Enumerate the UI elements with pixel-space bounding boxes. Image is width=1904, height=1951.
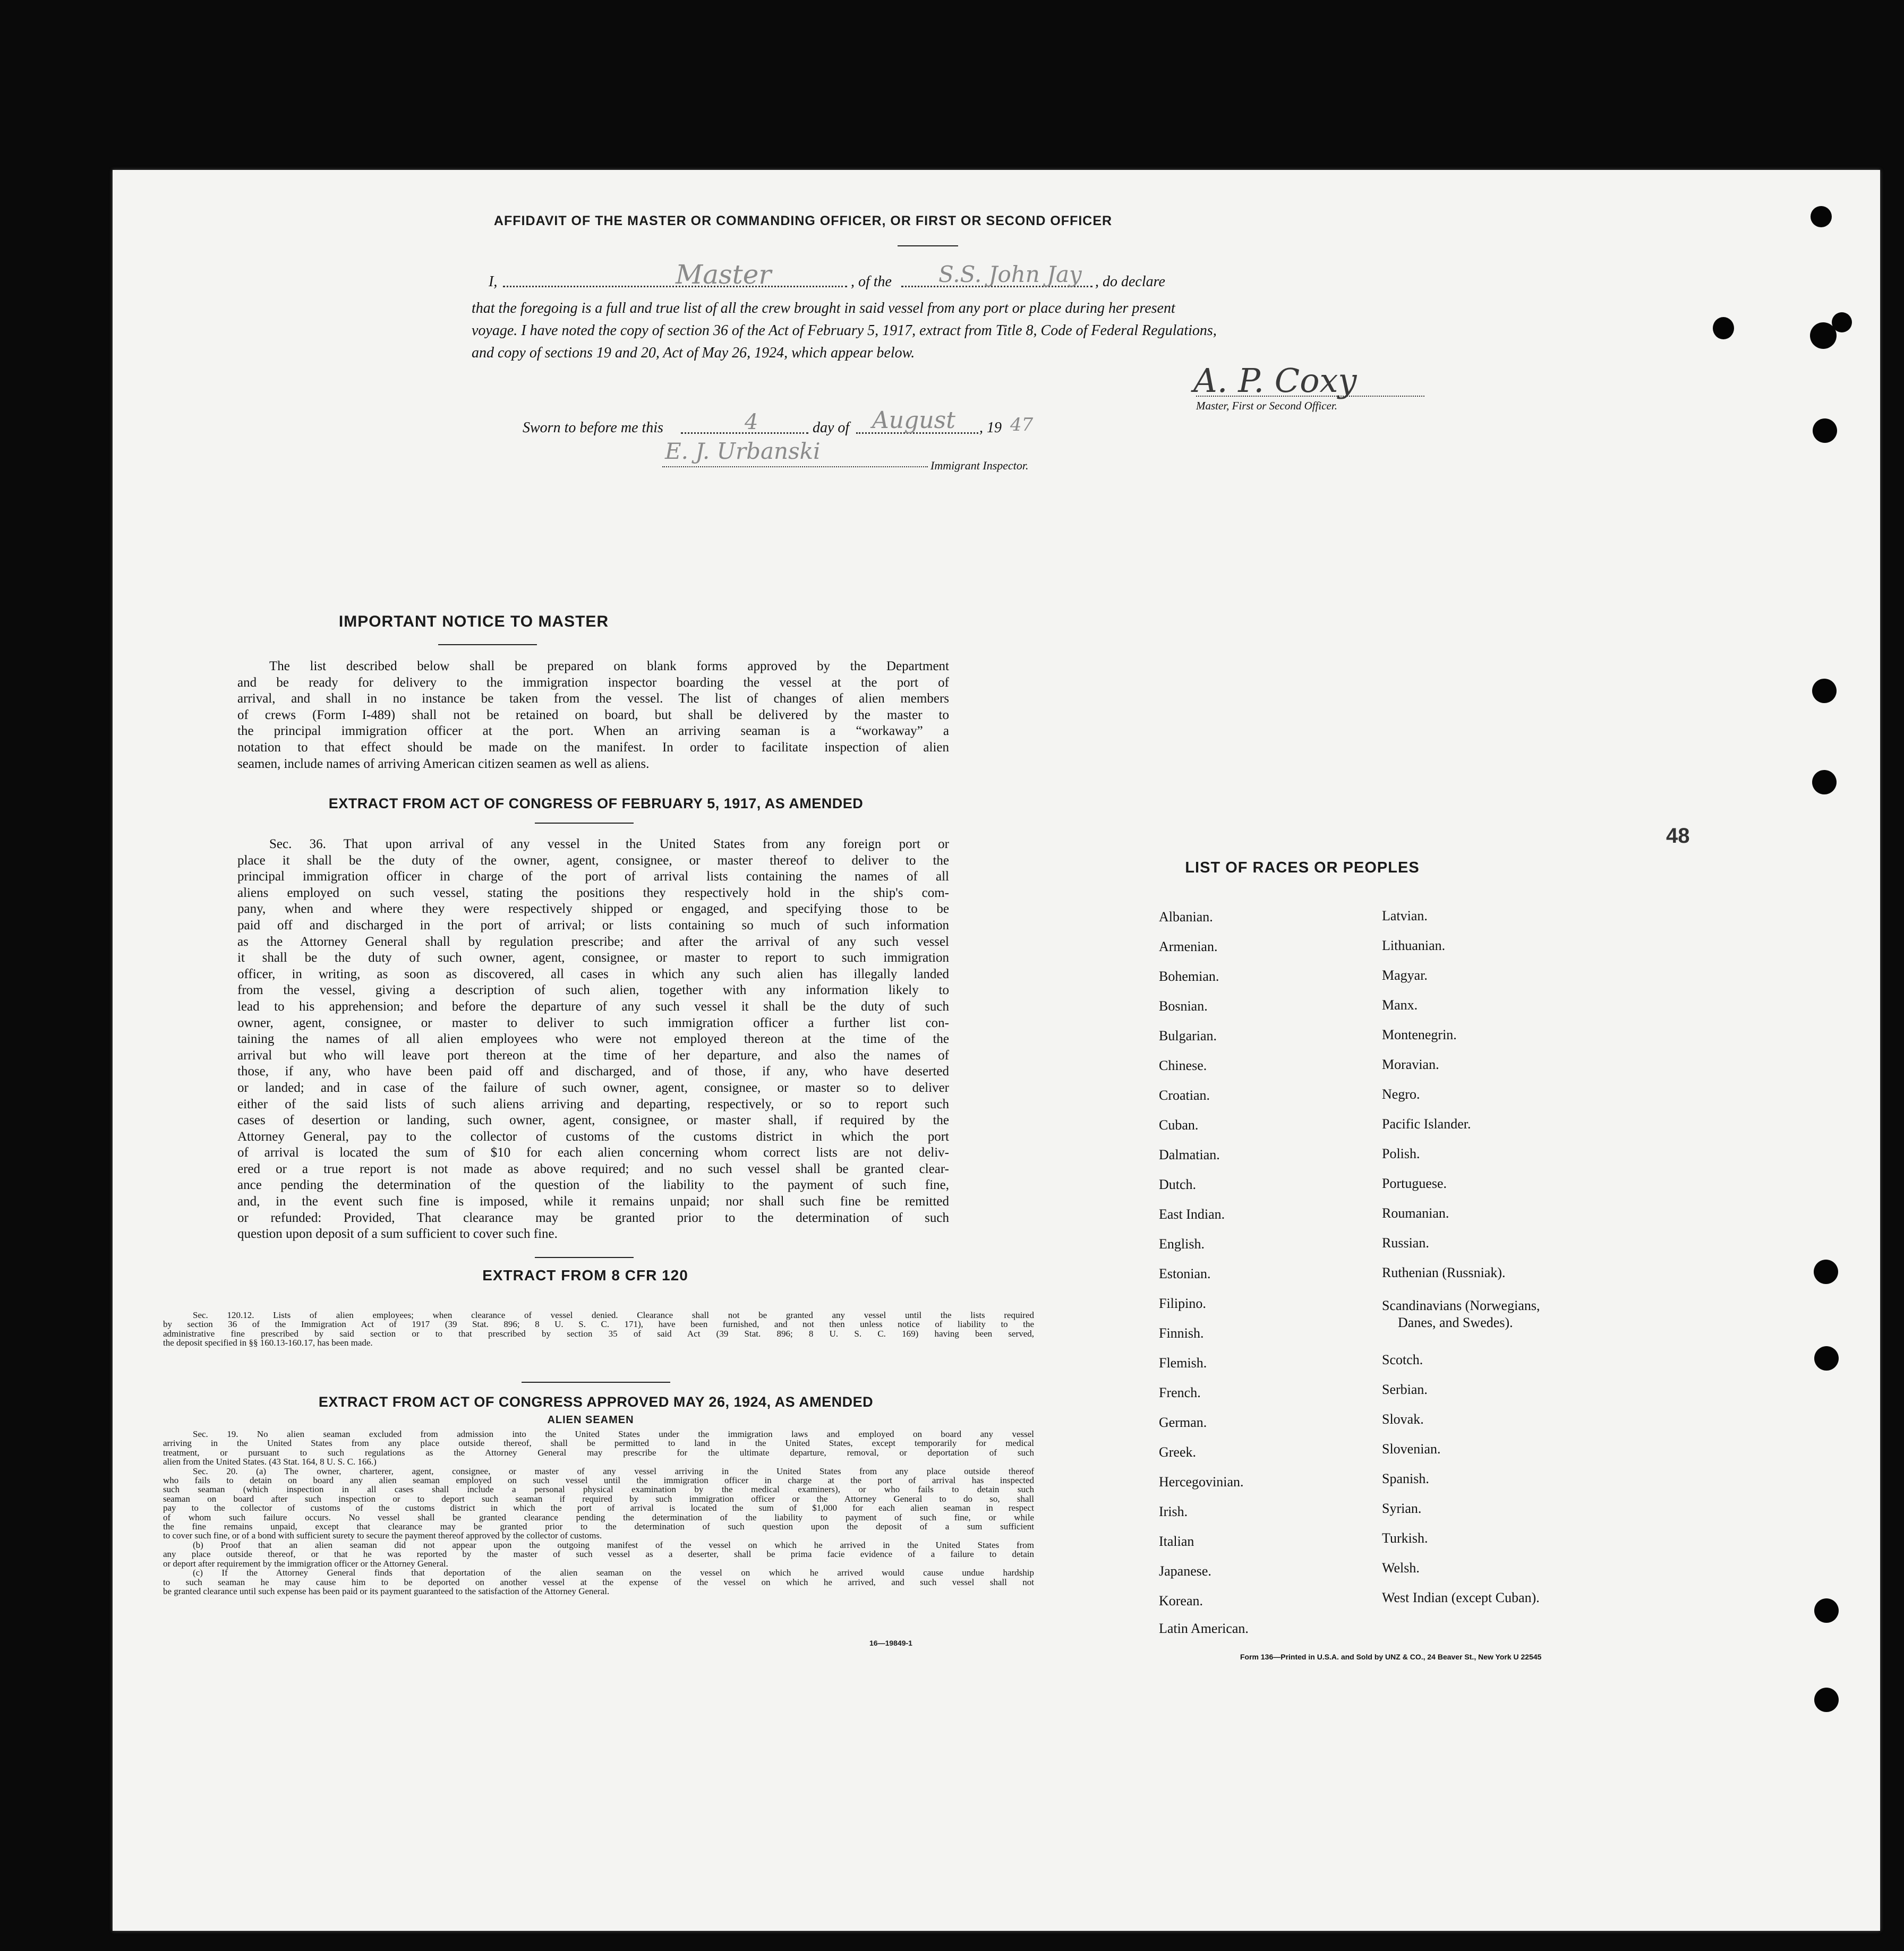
affidavit-body-line: voyage. I have noted the copy of section 36 of the Act of February 5, 1917, extract from Title 8, Code of Federal Regulations, <box>472 322 1217 339</box>
master-signature: A. P. Coxy <box>1193 361 1357 400</box>
race-item: Irish. <box>1159 1504 1188 1519</box>
race-item: Flemish. <box>1159 1355 1207 1371</box>
extract-1924-subtitle: ALIEN SEAMEN <box>547 1414 634 1426</box>
year-prefix: , 19 <box>979 420 1002 436</box>
punch-hole <box>1832 312 1852 332</box>
race-item: Bulgarian. <box>1159 1028 1217 1043</box>
race-item: Slovak. <box>1382 1411 1424 1427</box>
extract-1924-line: seaman on board after such inspection or to deport such seaman if required by such immigration officer or the Attorney General to do so, shall <box>163 1493 1034 1504</box>
extract-1924-line: (b) Proof that an alien seaman did not appear upon the outgoing manifest of the vessel on which he arrived in the United States from <box>193 1539 1034 1550</box>
race-item: Syrian. <box>1382 1501 1422 1516</box>
form-code: 16—19849-1 <box>869 1639 912 1647</box>
margin-mark: 48 <box>1666 824 1690 848</box>
inspector-line <box>662 466 928 467</box>
race-item: Russian. <box>1382 1235 1429 1251</box>
signature-line <box>1196 396 1424 397</box>
extract-1917-line: arrival but who will leave port thereon at the time of her departure, and also the names of <box>237 1048 949 1063</box>
race-item: Pacific Islander. <box>1382 1116 1471 1132</box>
race-item: Lithuanian. <box>1382 938 1446 953</box>
extract-1924-line: to such seaman he may cause him to be deported on another vessel at the expense of the vessel on which he arrived, and such vessel shall not <box>163 1577 1034 1587</box>
extract-1917-line: aliens employed on such vessel, stating the positions they respectively hold in the ship's com- <box>237 885 949 900</box>
notice-line: and be ready for delivery to the immigration inspector boarding the vessel at the port of <box>237 675 949 690</box>
extract-1917-text <box>237 836 949 1243</box>
race-item: German. <box>1159 1415 1207 1430</box>
race-item: Hercegovinian. <box>1159 1474 1244 1490</box>
extract-1917-line: Sec. 36. That upon arrival of any vessel in the United States from any foreign port or <box>269 837 949 851</box>
title-rule <box>898 245 958 246</box>
race-item: Magyar. <box>1382 968 1428 983</box>
race-item: Negro. <box>1382 1086 1420 1102</box>
extract-1917-line: ered or a true report is not made as above required; and no such vessel shall be granted clear- <box>237 1161 949 1176</box>
extract-1924-line: or deport after requirement by the immigration officer or the Attorney General. <box>163 1558 448 1569</box>
notice-line: the principal immigration officer at the port. When an arriving seaman is a “workaway” a <box>237 724 949 739</box>
inspector-signature: E. J. Urbanski <box>665 438 821 464</box>
race-item: West Indian (except Cuban). <box>1382 1590 1540 1605</box>
day-of-label: day of <box>813 420 850 436</box>
extract-1917-line: owner, agent, consignee, or master to deliver to such immigration officer a further list con- <box>237 1015 949 1030</box>
do-declare-label: , do declare <box>1095 273 1165 290</box>
handwritten-vessel: S.S. John Jay <box>938 261 1082 287</box>
extract-1924-line: Sec. 19. No alien seaman excluded from admission into the United States under the immigration laws and employed on board any vessel <box>193 1429 1034 1439</box>
race-item: Manx. <box>1382 997 1418 1013</box>
extract-1917-line: from the vessel, giving a description of such alien, together with any information likely to <box>237 983 949 998</box>
extract-1917-title: EXTRACT FROM ACT OF CONGRESS OF FEBRUARY 5, 1917, AS AMENDED <box>328 795 864 811</box>
affidavit-title: AFFIDAVIT OF THE MASTER OR COMMANDING OFFICER, OR FIRST OR SECOND OFFICER <box>493 213 1113 228</box>
extract-1924-line: such seaman (which inspection in all cases shall include a personal physical examination by the medical examiners), or who fails to detain such <box>163 1484 1034 1495</box>
race-item: Moravian. <box>1382 1057 1439 1072</box>
extract-1917-line: lead to his apprehension; and before the departure of any such vessel it shall be the duty of such <box>237 999 949 1014</box>
inspector-caption: Immigrant Inspector. <box>930 459 1029 472</box>
race-item: Dalmatian. <box>1159 1147 1220 1162</box>
extract-1924-line: arriving in the United States from any place outside thereof, shall be permitted to land in the United States, except temporarily for medical <box>163 1438 1034 1449</box>
extract-1917-line: those, if any, who have been paid off and discharged, and of those, if any, who have deserted <box>237 1064 949 1079</box>
cfr-line: Sec. 120.12. Lists of alien employees; when clearance of vessel denied. Clearance shall not be granted any vessel until the lists required <box>193 1310 1034 1320</box>
punch-hole <box>1811 206 1832 227</box>
extract-1917-line: question upon deposit of a sum sufficient to cover such fine. <box>237 1227 558 1242</box>
race-item: East Indian. <box>1159 1206 1225 1222</box>
extract-1917-line: or refunded: Provided, That clearance may be granted prior to the determination of such <box>237 1210 949 1225</box>
extract-1917-line: of arrival is located the sum of $10 for each alien concerning whom correct lists are not deliv- <box>237 1145 949 1160</box>
race-item: French. <box>1159 1385 1201 1400</box>
extract-1917-line: taining the names of all alien employees who were not employed thereon at the time of the <box>237 1032 949 1047</box>
race-item: Japanese. <box>1159 1563 1211 1579</box>
extract-1924-line: alien from the United States. (43 Stat. 164, 8 U. S. C. 166.) <box>163 1457 377 1467</box>
punch-hole <box>1813 418 1837 443</box>
extract-cfr-text <box>163 1311 1034 1348</box>
notice-line: of crews (Form I-489) shall not be retained on board, but shall be delivered by the master to <box>237 707 949 722</box>
extract-1924-rule <box>522 1382 670 1383</box>
race-item: Serbian. <box>1382 1382 1428 1397</box>
race-item: English. <box>1159 1236 1205 1252</box>
race-item: Turkish. <box>1382 1530 1428 1546</box>
race-item: Italian <box>1159 1534 1194 1549</box>
punch-hole <box>1814 1260 1838 1284</box>
notice-line: The list described below shall be prepared on blank forms approved by the Department <box>269 659 949 673</box>
race-item: Estonian. <box>1159 1266 1211 1281</box>
extract-1924-line: be granted clearance until such expense has been paid or its payment guaranteed to the satisfaction of the Attorney General. <box>163 1586 610 1596</box>
punch-hole <box>1812 679 1837 703</box>
race-item: Filipino. <box>1159 1296 1206 1311</box>
notice-title: IMPORTANT NOTICE TO MASTER <box>338 613 609 630</box>
race-item: Greek. <box>1159 1444 1197 1460</box>
race-item: Montenegrin. <box>1382 1027 1457 1042</box>
form-page <box>113 170 1880 1931</box>
extract-1924-text <box>163 1430 1034 1596</box>
extract-1924-line: of whom such failure occurs. No vessel shall be granted clearance pending the determination of the liability to payment of such fine, or while <box>163 1512 1034 1522</box>
extract-1917-line: pany, when and where they were respectively shipped or engaged, and specifying those to be <box>237 902 949 917</box>
extract-1917-line: and, in the event such fine is imposed, while it remains unpaid; nor shall such fine be remitted <box>237 1194 949 1209</box>
punch-hole <box>1814 1688 1839 1712</box>
race-item: Korean. <box>1159 1593 1203 1608</box>
race-item: Polish. <box>1382 1146 1420 1161</box>
punch-hole <box>1814 1598 1839 1623</box>
race-item: Latvian. <box>1382 908 1428 923</box>
cfr-line: by section 36 of the Immigration Act of 1917 (39 Stat. 896; 8 U. S. C. 171), have been furnished, and not then unless notice of liability to the <box>163 1319 1034 1330</box>
extract-1924-line: any place outside thereof, or that he was reported by the master of such vessel as a deserter, shall be prima facie evidence of a failure to detain <box>163 1549 1034 1560</box>
race-item: Ruthenian (Russniak). <box>1382 1265 1506 1280</box>
extract-1917-line: officer, in writing, as soon as discovered, all cases in which any such alien has illegally landed <box>237 966 949 981</box>
extract-1924-line: the fine remains unpaid, except that clearance may be granted prior to the determination of such question upon the deposit of a sum sufficient <box>163 1521 1034 1532</box>
extract-1924-line: to cover such fine, or of a bond with sufficient surety to secure the payment thereof approved by the collector of customs. <box>163 1530 602 1541</box>
punch-hole <box>1814 1346 1839 1371</box>
extract-1917-line: place it shall be the duty of the owner, agent, consignee, or master thereof to deliver to the <box>237 853 949 868</box>
race-item: Albanian. <box>1159 909 1213 925</box>
extract-1917-line: ance pending the determination of the question of the liability to the payment of such fine, <box>237 1178 949 1193</box>
race-item: Welsh. <box>1382 1560 1420 1576</box>
race-item: Dutch. <box>1159 1177 1197 1192</box>
extract-1917-line: paid off and discharged in the port of arrival; or lists containing so much of such information <box>237 918 949 932</box>
i-label: I, <box>489 273 498 290</box>
race-item: Roumanian. <box>1382 1205 1449 1221</box>
race-item: Armenian. <box>1159 939 1218 954</box>
extract-1924-line: (c) If the Attorney General finds that deportation of the alien seaman on the vessel on which he arrived would cause undue hardship <box>193 1568 1034 1578</box>
extract-cfr-title: EXTRACT FROM 8 CFR 120 <box>482 1267 688 1283</box>
handwritten-rank: Master <box>676 259 772 290</box>
extract-1924-line: treatment, or pursuant to such regulations as the Attorney General may prescribe for the ultimate departure, removal, or deportation of such <box>163 1447 1034 1458</box>
affidavit-body-line: that the foregoing is a full and true list of all the crew brought in said vessel from any port or place during her present <box>472 300 1175 316</box>
extract-1917-line: cases of desertion or landing, such owner, agent, consignee, or master shall, if required by the <box>237 1113 949 1128</box>
signature-caption: Master, First or Second Officer. <box>1196 399 1337 412</box>
printer-line: Form 136—Printed in U.S.A. and Sold by UNZ & CO., 24 Beaver St., New York U 22545 <box>1240 1653 1542 1661</box>
handwritten-month: August <box>872 407 955 434</box>
races-title: LIST OF RACES OR PEOPLES <box>1185 859 1420 876</box>
extract-1924-line: Sec. 20. (a) The owner, charterer, agent, consignee, or master of any vessel arriving in the United States from any place outside thereof <box>193 1466 1034 1476</box>
notice-text <box>237 658 949 772</box>
affidavit-body <box>472 297 1364 364</box>
race-item: Spanish. <box>1382 1471 1429 1486</box>
race-item: Slovenian. <box>1382 1441 1441 1457</box>
extract-1917-line: it shall be the duty of such owner, agent, consignee, or master to report to such immigration <box>237 951 949 965</box>
extract-1924-line: pay to the collector of customs of the customs district in which the port of arrival is located the sum of $1,000 for each alien seaman in respect <box>163 1503 1034 1513</box>
cfr-top-rule <box>535 1257 634 1258</box>
race-item: Scandinavians (Norwegians, <box>1382 1298 1540 1313</box>
extract-1924-title: EXTRACT FROM ACT OF CONGRESS APPROVED MAY 26, 1924, AS AMENDED <box>318 1394 874 1410</box>
of-the-label: , of the <box>851 273 892 290</box>
notice-line: arrival, and shall in no instance be taken from the vessel. The list of changes of alien members <box>237 691 949 706</box>
notice-line: seamen, include names of arriving American citizen seamen as well as aliens. <box>237 756 650 771</box>
race-item: Portuguese. <box>1382 1176 1447 1191</box>
race-item: Finnish. <box>1159 1325 1204 1341</box>
punch-hole <box>1812 770 1837 794</box>
sworn-label: Sworn to before me this <box>523 420 663 436</box>
extract-1917-rule <box>535 823 634 824</box>
notice-line: notation to that effect should be made on the manifest. In order to facilitate inspection of alien <box>237 740 949 755</box>
cfr-line: administrative fine prescribed by said section or to that prescribed by section 35 of said Act (39 Stat. 896; 8 U. S. C. 169) having been served, <box>163 1328 1034 1339</box>
extract-1917-line: principal immigration officer in charge of the port of arrival lists containing the names of all <box>237 869 949 884</box>
handwritten-day: 4 <box>745 410 758 434</box>
notice-rule <box>438 644 537 645</box>
extract-1917-line: or landed; and in case of the failure of such owner, agent, consignee, or master so to deliver <box>237 1080 949 1095</box>
punch-hole <box>1713 317 1734 339</box>
race-item: Bohemian. <box>1159 969 1219 984</box>
race-item: Chinese. <box>1159 1058 1207 1073</box>
handwritten-year: 47 <box>1010 414 1034 435</box>
race-item: Latin American. <box>1159 1621 1249 1636</box>
extract-1924-line: who fails to detain on board any alien seaman employed on such vessel until the immigration officer in charge at the port of arrival has inspected <box>163 1475 1034 1486</box>
extract-1917-line: either of the said lists of such aliens arriving and departing, respectively, or so to report such <box>237 1097 949 1111</box>
affidavit-body-line: and copy of sections 19 and 20, Act of May 26, 1924, which appear below. <box>472 345 915 361</box>
race-item: Croatian. <box>1159 1088 1210 1103</box>
race-item: Cuban. <box>1159 1117 1199 1133</box>
name-line <box>503 286 847 287</box>
race-item: Scotch. <box>1382 1352 1423 1367</box>
race-item-continued: Danes, and Swedes). <box>1398 1315 1513 1330</box>
race-item: Bosnian. <box>1159 998 1208 1014</box>
extract-1917-line: as the Attorney General shall by regulation prescribe; and after the arrival of any such vessel <box>237 934 949 949</box>
cfr-line: the deposit specified in §§ 160.13-160.17, has been made. <box>163 1338 373 1348</box>
extract-1917-line: Attorney General, pay to the collector of customs of the customs district in which the port <box>237 1129 949 1144</box>
